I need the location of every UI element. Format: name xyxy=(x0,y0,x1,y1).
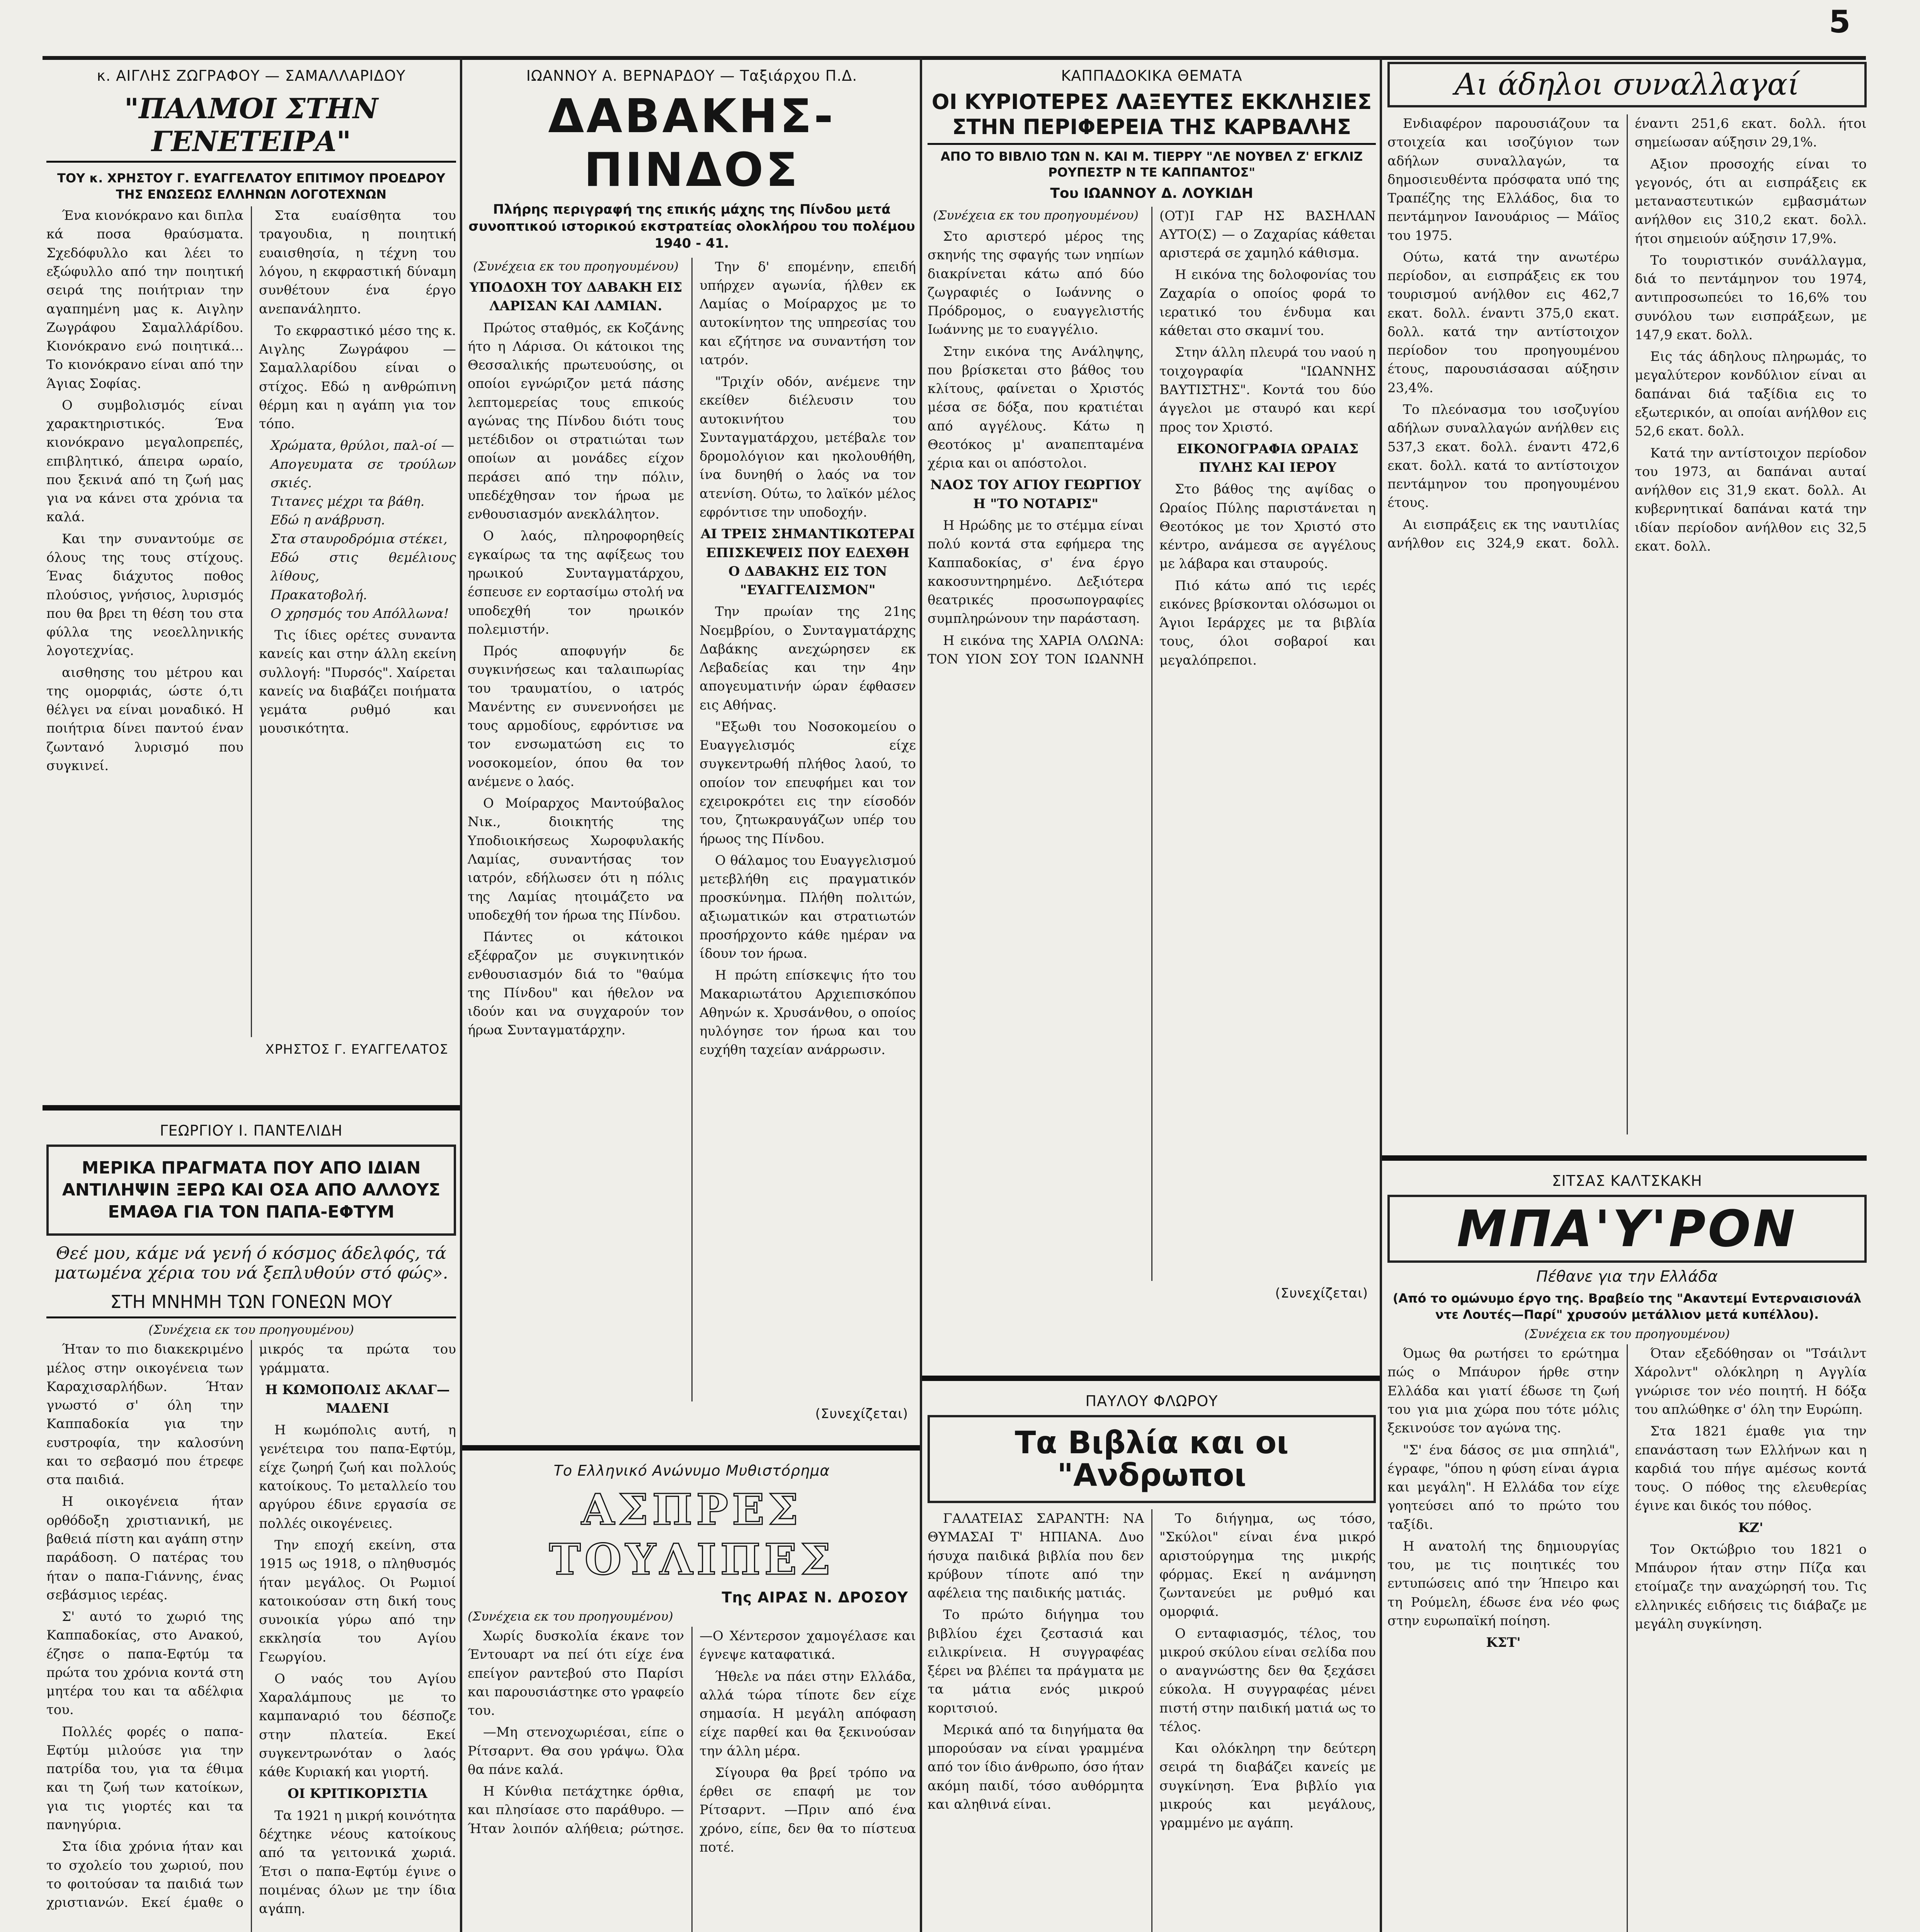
paragraph: Όμως θα ρωτήσει το ερώτημα πώς ο Μπάυρον ήρθε στην Ελλάδα και γιατί έδωσε τη ζωή του για μια χώρα που τότε μόλις ξεκινούσε τον αγώνα της. xyxy=(1387,1346,1619,1436)
column-divider xyxy=(460,58,462,1932)
article-dedication: ΣΤΗ ΜΝΗΜΗ ΤΩΝ ΓΟΝΕΩΝ ΜΟΥ xyxy=(46,1291,456,1319)
paragraph: αισθησης του μέτρου και της ομορφιάς, ώστε ό,τι θέλγει να είναι μοναδικό. Η ποιήτρια δίνει παντού έναν ζωντανό λυρισμό που συγκινεί. xyxy=(46,665,243,774)
paragraph: "Σ' ένα δάσος σε μια σπηλιά", έγραφε, "όπου η φύση είναι άγρια και μεγάλη". Η Ελλάδα τον είχε γοητεύσει από το πρώτο του ταξίδι. xyxy=(1387,1442,1619,1532)
subheading: ΕΙΚΟΝΟΓΡΑΦΙΑ ΩΡΑΙΑΣ ΠΥΛΗΣ ΚΑΙ ΙΕΡΟΥ xyxy=(1176,441,1359,476)
paragraph: Την δ' επομένην, επειδή υπήρχεν αγωνία, ήλθεν εκ Λαμίας ο Μοίραρχος με το αυτοκίνητον της υπηρεσίας του και εζήτησε να συναντήση τον ιατρόν. xyxy=(700,259,916,368)
article-body xyxy=(1387,114,1867,1134)
subheading: ΟΙ ΚΡΙΤΙΚΟΡΙΣΤΙΑ xyxy=(288,1786,427,1802)
paragraph: Η πρώτη επίσκεψις ήτο του Μακαριωτάτου Αρχιεπισκόπου Αθηνών κ. Χρυσάνθου, ο οποίος ηυλόγησε τον ήρωα και του ευχήθη ταχείαν ανάρρωσιν. xyxy=(700,968,916,1058)
paragraph: Το πλεόνασμα του ισοζυγίου αδήλων συναλλαγών ανήλθεν εις 537,3 εκατ. δολλ. έναντι 472,6 εκατ. δολλ. κατά το αντίστοιχον πεντάμηνον του προηγουμένου έτους. xyxy=(1387,401,1619,511)
article-title: Τα Βιβλία και οι "Ανδρωποι xyxy=(1014,1425,1289,1493)
subheading: ΥΠΟΔΟΧΗ ΤΟΥ ΔΑΒΑΚΗ ΕΙΣ ΛΑΡΙΣΑΝ ΚΑΙ ΛΑΜΙΑΝ. xyxy=(469,280,683,314)
paragraph: Και ολόκληρη την δεύτερη σειρά τη διαβάζει κανείς με συγκίνηση. Ένα βιβλίο για μικρούς και μεγάλους, γραμμένο με αγάπη. xyxy=(1159,1741,1376,1831)
continued-note: (Συνεχίζεται) xyxy=(1275,1285,1368,1301)
section-rule xyxy=(43,1105,460,1111)
paragraph: —Μη στενοχωριέσαι, είπε ο Ρίτσαρντ. Θα σου γράψω. Όλα θα πάνε καλά. xyxy=(468,1725,684,1777)
article-author: Του ΙΩΑΝΝΟΥ Δ. ΛΟΥΚΙΔΗ xyxy=(1050,185,1253,201)
paragraph: Ο Μοίραρχος Μαντούβαλος Νικ., διοικητής της Υποδιοικήσεως Χωροφυλακής Λαμίας, συναντήσας τον ιατρόν, εδήλωσεν ότι η πόλις της Λαμίας ητοιμάζετο να υποδεχθή τον ήρωα της Πίνδου. xyxy=(468,796,684,923)
article-papa-eftym xyxy=(46,1117,456,1932)
paragraph: Στην άλλη πλευρά του ναού η τοιχογραφία "ΙΩΑΝΝΗΣ ΒΑΥΤΙΣΤΗΣ". Κοντά του δύο άγγελοι με σταυρό και κερί προς τον Χριστό. xyxy=(1159,345,1376,435)
column-divider xyxy=(920,58,922,1932)
article-body xyxy=(46,206,456,1037)
paragraph: ΓΑΛΑΤΕΙΑΣ ΣΑΡΑΝΤΗ: ΝΑ ΘΥΜΑΣΑΙ Τ' ΗΠΙΑΝΑ. Δυο ήσυχα παιδικά βιβλία που δεν κρύβουν τίποτε από την αφέλεια της παιδικής ματιάς. xyxy=(928,1511,1144,1601)
paragraph: Σ' αυτό το χωριό της Καππαδοκίας, στο Ανακού, έζησε ο παπα-Εφτύμ τα πρώτα του χρόνια κοντά στη μητέρα του και τα αδέλφια του. xyxy=(46,1609,243,1718)
title-box xyxy=(1387,1195,1867,1263)
subheading: ΚΖ' xyxy=(1738,1520,1763,1536)
paragraph: Η Κύνθια πετάχτηκε όρθια, και πλησίασε στο παράθυρο. —Ήταν λοιπόν αλήθεια; ρώτησε. —Ο Χέντερσον χαμογέλασε και έγνεψε καταφατικά. xyxy=(468,1628,916,1837)
paragraph: Αξιον προσοχής είναι το γεγονός, ότι αι εισπράξεις εκ μεταναστευτικών εμβασμάτων ανήλθον εις 310,2 εκατ. δολλ. ήτοι σημειούν αύξησιν 17,9%. xyxy=(1635,156,1867,247)
paragraph: Πρός αποφυγήν δε συγκινήσεως και ταλαιπωρίας του τραυματίου, ο ιατρός Μανέντης εν συνεννοήσει με τους αρμοδίους, εφρόντισε να τον ενσωματώση εις το νοσοκομείον, όπου θα τον ανέμενε ο λαός. xyxy=(468,643,684,789)
paragraph: Πρώτος σταθμός, εκ Κοζάνης ήτο η Λάρισα. Οι κάτοικοι της Θεσσαλικής πρωτευούσης, οι οποίοι εγνώριζον μετά πάσης λεπτομερείας τους επικούς αγώνας της Πίνδου διότι τους μετέδιδον οι στρατιώται των οποίων αι μονάδες είχον περάσει από την πόλιν, υπεδέχθησαν τον ήρωα με ενθουσιασμόν ανεκλάλητον. xyxy=(468,320,684,522)
paragraph: Όταν εξεδόθησαν οι "Τσάιλντ Χάρολντ" ολόκληρη η Αγγλία γνώρισε τον νέο ποιητή. Η δόξα του απλώθηκε σ' όλη την Ευρώπη. xyxy=(1635,1346,1867,1417)
article-epigraph: Θεέ μου, κάμε νά γενή ό κόσμος άδελφός, τά ματωμένα χέρια του νά ξεπλυθούν στό φώς». xyxy=(54,1243,448,1283)
top-rule xyxy=(43,56,1866,60)
article-title: ΜΠΑ'Υ'ΡΟΝ xyxy=(1457,1199,1797,1258)
page-number: 5 xyxy=(1829,4,1850,40)
paragraph: Πολλές φορές ο παπα-Εφτύμ μιλούσε για την πατρίδα του, για τα έθιμα και τη ζωή των κατοίκων, για τις γιορτές και τα πανηγύρια. xyxy=(46,1724,243,1833)
article-title: ΔΑΒΑΚΗΣ-ΠΙΝΔΟΣ xyxy=(548,90,836,197)
paragraph: "Εξωθι του Νοσοκομείου ο Ευαγγελισμός είχε συγκεντρωθή πλήθος λαού, το οποίον τον επευφήμει και τον εχειροκρότει εις την είσοδόν του, ζητωκραυγάζων υπέρ του ήρωος της Πίνδου. xyxy=(700,719,916,847)
article-title: "ΠΑΛΜΟΙ ΣΤΗΝ ΓΕΝΕΤΕΙΡΑ" xyxy=(46,92,456,163)
paragraph: Η ανατολή της δημιουργίας του, με τις ποιητικές του εντυπώσεις από την Ήπειρο και τη Ρούμελη, έδωσε ένα νέο φως στην ευρωπαϊκή ποίηση. xyxy=(1387,1538,1619,1629)
article-adiloi-synallagai xyxy=(1387,62,1867,1151)
article-body xyxy=(928,207,1376,1281)
paragraph: Χωρίς δυσκολία έκανε τον Έντουαρτ να πεί ότι είχε ένα επείγον ραντεβού στο Παρίσι και παρουσιάστηκε στο γραφείο του. xyxy=(468,1628,684,1719)
paragraph: Πιό κάτω από τις ιερές εικόνες βρίσκονται ολόσωμοι οι Άγιοι Ιεράρχες με τα βιβλία τους, όλοι σοβαροί και μεγαλόπρεποι. xyxy=(1159,578,1376,668)
paragraph: Στο βάθος της αψίδας ο Ωραίος Πύλης παριστάνεται η Θεοτόκος με τον Χριστό στο κέντρο, ανάμεσα σε αγγέλους με λάβαρα και σταυρούς. xyxy=(1159,481,1376,572)
paragraph: Το διήγημα, ως τόσο, "Σκύλοι" είναι ένα μικρό αριστούργημα της μικρής φόρμας. Εκεί η ανάμνηση ζωντανεύει με ρυθμό και ομορφιά. xyxy=(1159,1511,1376,1620)
continuation-note: (Συνέχεια εκ του προηγουμένου) xyxy=(933,207,1139,223)
paragraph: Το τουριστικόν συνάλλαγμα, διά το πεντάμηνον του 1974, αντιπροσωπεύει το 16,6% του συνόλου των εισπράξεων, με 147,9 εκατ. δολλ. xyxy=(1635,252,1867,343)
paragraph: Σίγουρα θα βρεί τρόπο να έρθει σε επαφή με τον Ρίτσαρντ. —Πριν από ένα χρόνο, είπε, δεν θα το πίστευα ποτέ. xyxy=(700,1765,916,1855)
paragraph: Ούτω, κατά την ανωτέρω περίοδον, αι εισπράξεις εκ του τουρισμού ανήλθον εις 462,7 εκατ. δολλ. έναντι 375,0 εκατ. δολλ. κατά την αντίστοιχον περίοδον του προηγουμένου έτους, παρουσιάσασαι αύξησιν 23,4%. xyxy=(1387,249,1619,396)
paragraph: Το πρώτο διήγημα του βιβλίου έχει ζεστασιά και ειλικρίνεια. Η συγγραφέας ξέρει να βλέπει τα πράγματα με τα μάτια ενός μικρού κοριτσιού. xyxy=(928,1607,1144,1716)
article-note: (Από το ομώνυμο έργο της. Βραβείο της "Ακαντεμί Εντερναισιονάλ ντε Λουτές—Παρί" χρυσούν μετάλλιον μετά κυπέλλου). xyxy=(1392,1291,1862,1322)
paragraph: Κατά την αντίστοιχον περίοδον του 1973, αι δαπάναι αυταί ανήλθον εις 31,9 εκατ. δολλ. Αι κυβερνητικαί δαπάναι κατά την ιδίαν περίοδον ανήλθον εις 32,5 εκατ. δολλ. xyxy=(1635,445,1867,554)
continuation-note: (Συνέχεια εκ του προηγουμένου) xyxy=(148,1322,354,1337)
continued-note: (Συνεχίζεται) xyxy=(815,1406,908,1422)
article-byline: ΣΙΤΣΑΣ ΚΑΛΤΣΚΑΚΗ xyxy=(1552,1172,1702,1189)
article-subtitle: Πλήρης περιγραφή της επικής μάχης της Πίνδου μετά συνοπτικού ιστορικού εκστρατείας ολοκλήρου του πολέμου 1940 - 41. xyxy=(468,202,915,252)
section-rule xyxy=(462,1445,920,1451)
article-intro: ΤΟΥ κ. ΧΡΗΣΤΟΥ Γ. ΕΥΑΓΓΕΛΑΤΟΥ ΕΠΙΤΙΜΟΥ ΠΡΟΕΔΡΟΥ ΤΗΣ ΕΝΩΣΕΩΣ ΕΛΛΗΝΩΝ ΛΟΓΟΤΕΧΝΩΝ xyxy=(57,171,445,202)
paragraph: Την πρωίαν της 21ης Νοεμβρίου, ο Συνταγματάρχης Δαβάκης ανεχώρησεν εκ Λεβαδείας και την 4ην απογευματινήν ώραν έφθασεν εις Αθήνας. xyxy=(700,604,916,713)
paragraph: Η εικόνα της δολοφονίας του Ζαχαρία ο οποίος φορά το ιερατικό του ένδυμα και κάθεται στο σκαμνί του. xyxy=(1159,267,1376,339)
column-divider xyxy=(1380,58,1382,1932)
subheading: Η ΚΩΜΟΠΟΛΙΣ ΑΚΛΑΓ—ΜΑΔΕΝΙ xyxy=(265,1382,450,1417)
title-box xyxy=(46,1145,456,1236)
continuation-note: (Συνέχεια εκ του προηγουμένου) xyxy=(468,1609,673,1624)
article-body xyxy=(46,1340,456,1932)
paragraph: Η εικόνα της ΧΑΡΙΑ ΟΛΩΝΑ: ΤΟΝ ΥΙΟΝ ΣΟΥ ΤΟΝ ΙΩΑΝΝΗ (ΟΤ)Ι ΓΑΡ ΗΣ ΒΑΣΗΛΑΝ ΑΥΤΟ(Σ) — ο Ζαχαρίας κάθεται αριστερά σε χαμηλό κάθισμα. xyxy=(928,208,1376,667)
article-body xyxy=(928,1509,1376,1932)
article-davakis xyxy=(468,62,916,1437)
paragraph: Η κωμόπολις αυτή, η γενέτειρα του παπα-Εφτύμ, είχε ζωηρή ζωή και πολλούς κατοίκους. Το μεταλλείο του αργύρου έδινε εργασία σε πολλές οικογένειες. xyxy=(259,1422,456,1531)
paragraph: Στα ίδια χρόνια ήταν και το σχολείο του χωριού, που το φοιτούσαν τα παιδιά των χριστιανών. Εκεί έμαθε ο μικρός τα πρώτα του γράμματα. xyxy=(46,1342,456,1911)
serial-title: ΑΣΠΡΕΣ ΤΟΥΛΙΠΕΣ xyxy=(549,1485,835,1584)
article-subtitle: Πέθανε για την Ελλάδα xyxy=(1536,1268,1718,1286)
serial-author: Της ΑΙΡΑΣ Ν. ΔΡΟΣΟΥ xyxy=(722,1589,908,1606)
poem-excerpt: Χρώματα, θρύλοι, παλ-οί — Απογευματα σε τρούλων σκιές. Τιτανες μέχρι τα βάθη. Εδώ η ανάβρυση. Στα σταυροδρόμια στέκει, Εδώ στις θεμέλιους λίθους, Πρακατοβολή. Ο χρησμός του Απόλλωνα! xyxy=(271,438,456,621)
section-rule xyxy=(1382,1155,1867,1161)
paragraph: Εις τάς άδηλους πληρωμάς, το μεγαλύτερον κονδύλιον είναι αι δαπάναι διά ταξίδια εις το εξωτερικόν, αι οποίαι ανήλθον εις 52,6 εκατ. δολλ. xyxy=(1635,349,1867,439)
paragraph: Η Ηρώδης με το στέμμα είναι πολύ κοντά στα εφήμερα της Καππαδοκίας, σ' ένα έργο κακοσυντηρημένο. Δεξιότερα θεατρικές προσωπογραφίες συμπληρώνουν την παράσταση. xyxy=(928,518,1144,627)
title-box xyxy=(928,1415,1376,1503)
title-box xyxy=(1387,62,1867,107)
paragraph: Αι εισπράξεις εκ της ναυτιλίας ανήλθον εις 324,9 εκατ. δολλ. έναντι 251,6 εκατ. δολλ. ήτοι σημείωσαν αύξησιν 29,1%. xyxy=(1387,116,1867,551)
paragraph: Στην εικόνα της Ανάληψης, που βρίσκεται στο βάθος του κλίτους, φαίνεται ο Χριστός μέσα σε δόξα, που κρατιέται από αγγέλους. Κάτω η Θεοτόκος μ' αναπεπταμένα χέρια και οι απόστολοι. xyxy=(928,344,1144,471)
paragraph: Ενδιαφέρον παρουσιάζουν τα στοιχεία και ισοζύγιον των αδήλων συναλλαγών, τα δημοσιευθέντα πρόσφατα υπό της Τραπέζης της Ελλάδος, δια το πεντάμηνον Ιανουάριος — Μάϊος του 1975. xyxy=(1387,116,1619,243)
paragraph: Το εκφραστικό μέσο της κ. Αιγλης Ζωγράφου — Σαμαλλαρίδου είναι ο στίχος. Εδώ η ανθρώπινη θέρμη και η αγάπη για τον τόπο. xyxy=(259,323,456,432)
continuation-note: (Συνέχεια εκ του προηγουμένου) xyxy=(1524,1327,1730,1342)
paragraph: Η οικογένεια ήταν ορθόδοξη χριστιανική, με βαθειά πίστη και αγάπη στην παράδοση. Ο πατέρας του ήταν ο παπα-Γιάννης, ένας σεβάσμιος ιερέας. xyxy=(46,1494,243,1603)
paragraph: Ένα κιονόκρανο και διπλα κά ποσα θραύσματα. Σχεδόφυλλο και λέει το εξώφυλλο από την ποιητική σειρά της ποιήτριαν την αγαπημένη μας κ. Αιγλην Ζωγράφου Σαμαλλάρίδου. Κιονόκρανο ενώ ποιητικά... Το κιονόκρανο είναι από την Άγιας Σοφίας. xyxy=(46,208,243,391)
paragraph: Τις ίδιες ορέτες συναντα κανείς και στην άλλη εκείνη συλλογή: "Πυρσός". Χαίρεται κανείς να διαβάζει ποιήματα γεμάτα ρυθμό και μουσικότητα. xyxy=(259,628,456,736)
article-serial-aspres-toulipes xyxy=(468,1457,916,1932)
paragraph: Την εποχή εκείνη, στα 1915 ως 1918, ο πληθυσμός ήταν μεγάλος. Οι Ρωμιοί κατοικούσαν στη δική τους συνοικία γύρω από την εκκλησία του Αγίου Γεωργίου. xyxy=(259,1537,456,1665)
article-byline: κ. ΑΙΓΛΗΣ ΖΩΓΡΑΦΟΥ — ΣΑΜΑΛΛΑΡΙΔΟΥ xyxy=(97,67,406,84)
article-byline: ΓΕΩΡΓΙΟΥ Ι. ΠΑΝΤΕΛΙΔΗ xyxy=(160,1122,343,1139)
article-palmoi xyxy=(46,62,456,1097)
article-kicker: ΚΑΠΠΑΔΟΚΙΚΑ ΘΕΜΑΤΑ xyxy=(1061,67,1243,84)
serial-body xyxy=(468,1627,916,1932)
article-byline: ΙΩΑΝΝΟΥ Α. ΒΕΡΝΑΡΔΟΥ — Ταξιάρχου Π.Δ. xyxy=(526,67,858,84)
paragraph: Μερικά από τα διηγήματα θα μπορούσαν να είναι γραμμένα από τον ίδιο άνθρωπο, όσο ήταν ακόμη παιδί, τόσο αυθόρμητα και αληθινά είναι. xyxy=(928,1722,1144,1812)
paragraph: Και την συναντούμε σε όλους της τους στίχους. Ένας διάχυτος ποθος πλούσιος, γνήσιος, λυρισμός που θα βρει τη θέση του στα φύλλα της νεοελληνικής λογοτεχνίας. xyxy=(46,531,243,659)
section-rule xyxy=(922,1376,1380,1381)
article-source: ΑΠΟ ΤΟ ΒΙΒΛΙΟ ΤΩΝ Ν. ΚΑΙ Μ. ΤΙΕΡΡΥ "ΛΕ ΝΟΥΒΕΛ Ζ' ΕΓΚΛΙΖ ΡΟΥΠΕΣΤΡ Ν ΤΕ ΚΑΠΠΑΝΤΟΣ" xyxy=(940,149,1363,180)
author-signature: ΧΡΗΣΤΟΣ Γ. ΕΥΑΓΓΕΛΑΤΟΣ xyxy=(265,1042,448,1058)
article-byron xyxy=(1387,1167,1867,1932)
paragraph: "Τριχίν οδόν, ανέμενε την εκείθεν διέλευσιν του αυτοκινήτου του Συνταγματάρχου, μετέβαλε τον δρομολόγιον και ηκολουθήθη, ίνα δυνηθή ο λαός να τον ατενίση. Ούτω, το λαϊκόν μέλος εφρόντισε την υποδοχήν. xyxy=(700,374,916,520)
paragraph: Ο ναός του Αγίου Χαραλάμπους με το καμπαναριό του δέσποζε στην πλατεία. Εκεί συγκεντρωνόταν ο λαός κάθε Κυριακή και γιορτή. xyxy=(259,1671,456,1780)
continuation-note: (Συνέχεια εκ του προηγουμένου) xyxy=(473,259,679,274)
paragraph: Στο αριστερό μέρος της σκηνής της σφαγής των νηπίων διακρίνεται κάτω από δύο ζωγραφιές ο Ιωάννης ο Πρόδρομος, ο ευαγγελιστής Ιωάννης με το ευαγγέλιο. xyxy=(928,229,1144,338)
article-byline: ΠΑΥΛΟΥ ΦΛΩΡΟΥ xyxy=(1085,1393,1218,1410)
subheading: ΑΙ ΤΡΕΙΣ ΣΗΜΑΝΤΙΚΩΤΕΡΑΙ ΕΠΙΣΚΕΨΕΙΣ ΠΟΥ ΕΔΕΧΘΗ Ο ΔΑΒΑΚΗΣ ΕΙΣ ΤΟΝ "ΕΥΑΓΓΕΛΙΣΜΟΝ" xyxy=(700,526,915,598)
paragraph: Στα ευαίσθητα του τραγουδια, η ποιητική ευαισθησία, η τέχνη του λόγου, η εκφραστική δύναμη συνθέτουν ένα έργο ανεπανάληπτο. xyxy=(259,208,456,317)
article-body xyxy=(468,258,916,1401)
subheading: ΝΑΟΣ ΤΟΥ ΑΓΙΟΥ ΓΕΩΡΓΙΟΥ Η "ΤΟ ΝΟΤΑΡΙΣ" xyxy=(930,477,1141,512)
article-kappadokika xyxy=(928,62,1376,1368)
paragraph: Στα 1821 έμαθε για την επανάσταση των Ελλήνων και η καρδιά του πήγε αμέσως κοντά τους. Ο πόθος της ελευθερίας έγινε και δικός του πόθος. xyxy=(1635,1423,1867,1514)
subheading: ΚΣΤ' xyxy=(1486,1635,1521,1651)
article-title: ΟΙ ΚΥΡΙΟΤΕΡΕΣ ΛΑΞΕΥΤΕΣ ΕΚΚΛΗΣΙΕΣ ΣΤΗΝ ΠΕΡΙΦΕΡΕΙΑ ΤΗΣ ΚΑΡΒΑΛΗΣ xyxy=(928,90,1376,145)
paragraph: Ο λαός, πληροφορηθείς εγκαίρως τα της αφίξεως του ηρωικού Συνταγματάρχου, έσπευσε εν εορτασίμω στολή να υποδεχθή τον ηρωικόν πολεμιστήν. xyxy=(468,528,684,637)
article-title: Αι άδηλοι συναλλαγαί xyxy=(1454,67,1799,102)
paragraph: Ήταν το πιο διακεκριμένο μέλος στην οικογένεια των Καραχισαρλήδων. Ήταν γνωστό σ' όλη την Καππαδοκία για την ευστροφία, την καλοσύνη και το σεβασμό που έτρεφε στα παιδιά. xyxy=(46,1342,243,1488)
paragraph: Ήθελε να πάει στην Ελλάδα, αλλά τώρα τίποτε δεν είχε σημασία. Η μεγάλη απόφαση είχε παρθεί και θα ξεκινούσαν την άλλη μέρα. xyxy=(700,1668,916,1759)
paragraph: Ο συμβολισμός είναι χαρακτηριστικός. Ένα κιονόκρανο μεγαλοπρεπές, επιβλητικό, άπειρα ωραίο, που ξεκινά από τη ζωή μας για να κάνει στα χρόνια τα καλά. xyxy=(46,397,243,525)
paragraph: Ο θάλαμος του Ευαγγελισμού μετεβλήθη εις πραγματικόν προσκύνημα. Πλήθη πολιτών, αξιωματικών και στρατιωτών προσήρχοντο κάθε ημέραν να ίδουν τον ήρωα. xyxy=(700,852,916,962)
paragraph: Ο ενταφιασμός, τέλος, του μικρού σκύλου είναι σελίδα που ο αναγνώστης δεν θα ξεχάσει εύκολα. Η συγγραφέας μένει πιστή στην παιδική ματιά ως το τέλος. xyxy=(1159,1626,1376,1735)
paragraph: Τα 1921 η μικρή κοινότητα δέχτηκε νέους κατοίκους από τα γειτονικά χωριά. Έτσι ο παπα-Εφτύμ έγινε ο ποιμένας όλων με την ίδια αγάπη. xyxy=(259,1808,456,1917)
serial-kicker: Το Ελληνικό Ανώνυμο Μυθιστόρημα xyxy=(553,1462,830,1479)
article-ta-vivlia xyxy=(928,1387,1376,1932)
article-title: ΜΕΡΙΚΑ ΠΡΑΓΜΑΤΑ ΠΟΥ ΑΠΟ ΙΔΙΑΝ ΑΝΤΙΛΗΨΙΝ ΞΕΡΩ ΚΑΙ ΟΣΑ ΑΠΟ ΑΛΛΟΥΣ ΕΜΑΘΑ ΓΙΑ ΤΟΝ ΠΑΠΑ-ΕΦΤΥΜ xyxy=(62,1158,441,1222)
paragraph: Τον Οκτώβριο του 1821 ο Μπάυρον ήταν στην Πίζα και ετοίμαζε την αναχώρησή του. Τις ελληνικές ειδήσεις τις διάβαζε με μεγάλη συγκίνηση. xyxy=(1635,1541,1867,1632)
article-body xyxy=(1387,1344,1867,1932)
paragraph: Πάντες οι κάτοικοι εξέφραζον με συγκινητικόν ενθουσιασμόν διά το "θαύμα της Πίνδου" και ήθελον να ιδούν και να συγχαρούν τον ήρωα Συνταγματάρχην. xyxy=(468,929,684,1038)
